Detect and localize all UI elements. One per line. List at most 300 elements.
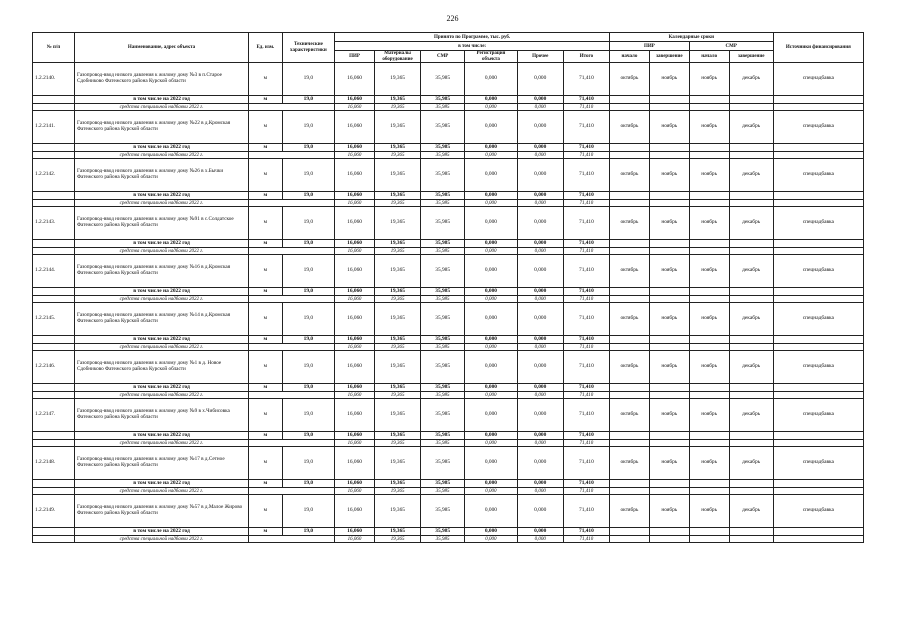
cell-pir: 16,060 xyxy=(335,432,375,440)
cell-unit: м xyxy=(249,240,283,248)
cell-empty xyxy=(33,384,75,392)
cell-empty xyxy=(249,536,335,543)
cell-empty xyxy=(610,480,650,488)
cell-smr-start: ноябрь xyxy=(689,111,729,144)
cell-empty xyxy=(649,192,689,200)
fund-label: средства специальной надбавки 2022 г. xyxy=(74,248,248,255)
subtotal-row xyxy=(33,528,864,536)
cell-empty xyxy=(689,528,729,536)
subtotal-label: в том числе на 2022 год xyxy=(74,480,248,488)
cell-pir-end: ноябрь xyxy=(649,63,689,96)
cell-smr: 35,985 xyxy=(421,200,465,207)
cell-materials: 19,365 xyxy=(374,144,420,152)
cell-smr: 35,985 xyxy=(421,528,465,536)
cell-smr: 35,985 xyxy=(421,432,465,440)
cell-pir-end: ноябрь xyxy=(649,255,689,288)
cell-pir: 16,060 xyxy=(335,96,375,104)
cell-empty xyxy=(729,392,773,399)
cell-smr-start: ноябрь xyxy=(689,399,729,432)
cell-name: Газопровод-ввод низкого давления к жилому дому №3 в п.Старое Сдобниково Фатежского района Курской области xyxy=(74,63,248,96)
cell-total: 71,410 xyxy=(563,111,609,144)
cell-empty xyxy=(689,288,729,296)
cell-empty xyxy=(610,248,650,255)
cell-total: 71,410 xyxy=(563,200,609,207)
cell-tech: 19,0 xyxy=(282,495,334,528)
cell-smr: 35,985 xyxy=(421,344,465,351)
cell-empty xyxy=(729,192,773,200)
cell-registration: 0,000 xyxy=(465,192,517,200)
cell-total: 71,410 xyxy=(563,240,609,248)
cell-empty xyxy=(773,392,863,399)
cell-unit: м xyxy=(249,288,283,296)
cell-smr-end: декабрь xyxy=(729,351,773,384)
cell-num: 1.2.2142. xyxy=(33,159,75,192)
fund-label: средства специальной надбавки 2022 г. xyxy=(74,440,248,447)
header-materials: Материалы оборудование xyxy=(374,51,420,63)
cell-empty xyxy=(689,384,729,392)
cell-empty xyxy=(33,440,75,447)
cell-other: 0,000 xyxy=(517,111,563,144)
cell-pir-start: октябрь xyxy=(610,63,650,96)
cell-empty xyxy=(33,152,75,159)
header-cal-smr: СМР xyxy=(689,42,773,51)
cell-pir: 16,060 xyxy=(335,351,375,384)
fund-row xyxy=(33,488,864,495)
cell-empty xyxy=(689,96,729,104)
cell-other: 0,000 xyxy=(517,192,563,200)
cell-materials: 19,365 xyxy=(374,528,420,536)
cell-empty xyxy=(729,96,773,104)
cell-smr: 35,985 xyxy=(421,440,465,447)
cell-total: 71,410 xyxy=(563,384,609,392)
cell-empty xyxy=(773,384,863,392)
cell-empty xyxy=(689,144,729,152)
table-row xyxy=(33,111,864,144)
cell-pir: 16,060 xyxy=(335,288,375,296)
cell-empty xyxy=(689,536,729,543)
cell-smr-start: ноябрь xyxy=(689,63,729,96)
cell-empty xyxy=(729,344,773,351)
cell-num: 1.2.2141. xyxy=(33,111,75,144)
cell-empty xyxy=(649,288,689,296)
cell-empty xyxy=(33,144,75,152)
cell-empty xyxy=(729,240,773,248)
cell-empty xyxy=(610,344,650,351)
table-row xyxy=(33,447,864,480)
cell-smr: 35,985 xyxy=(421,111,465,144)
cell-other: 0,000 xyxy=(517,96,563,104)
cell-total: 71,410 xyxy=(563,440,609,447)
cell-num: 1.2.2149. xyxy=(33,495,75,528)
cell-materials: 19,365 xyxy=(374,303,420,336)
cell-smr-end: декабрь xyxy=(729,447,773,480)
table-row xyxy=(33,399,864,432)
cell-empty xyxy=(249,200,335,207)
cell-pir: 16,060 xyxy=(335,207,375,240)
cell-pir: 16,060 xyxy=(335,528,375,536)
cell-empty xyxy=(729,480,773,488)
fund-label: средства специальной надбавки 2022 г. xyxy=(74,200,248,207)
cell-empty xyxy=(689,440,729,447)
header-num: № п/п xyxy=(33,33,75,63)
cell-pir-end: ноябрь xyxy=(649,207,689,240)
cell-pir: 16,060 xyxy=(335,255,375,288)
table-row xyxy=(33,495,864,528)
cell-empty xyxy=(689,200,729,207)
cell-smr-start: ноябрь xyxy=(689,255,729,288)
cell-total: 71,410 xyxy=(563,104,609,111)
cell-registration: 0,000 xyxy=(465,488,517,495)
cell-empty xyxy=(649,248,689,255)
cell-unit: м xyxy=(249,255,283,288)
cell-smr: 35,985 xyxy=(421,447,465,480)
cell-empty xyxy=(649,392,689,399)
cell-unit: м xyxy=(249,432,283,440)
cell-num: 1.2.2143. xyxy=(33,207,75,240)
subtotal-label: в том числе на 2022 год xyxy=(74,96,248,104)
fund-row xyxy=(33,152,864,159)
cell-empty xyxy=(773,336,863,344)
subtotal-label: в том числе на 2022 год xyxy=(74,528,248,536)
cell-registration: 0,000 xyxy=(465,255,517,288)
cell-unit: м xyxy=(249,480,283,488)
cell-source: спецнадбавка xyxy=(773,447,863,480)
cell-pir: 16,060 xyxy=(335,447,375,480)
cell-unit: м xyxy=(249,495,283,528)
cell-pir: 16,060 xyxy=(335,399,375,432)
cell-other: 0,000 xyxy=(517,399,563,432)
subtotal-row xyxy=(33,432,864,440)
header-unit: Ед. изм. xyxy=(249,33,283,63)
cell-pir: 16,060 xyxy=(335,159,375,192)
cell-pir: 16,060 xyxy=(335,480,375,488)
cell-other: 0,000 xyxy=(517,432,563,440)
cell-total: 71,410 xyxy=(563,351,609,384)
cell-empty xyxy=(729,104,773,111)
cell-registration: 0,000 xyxy=(465,152,517,159)
subtotal-row xyxy=(33,288,864,296)
cell-empty xyxy=(249,488,335,495)
cell-source: спецнадбавка xyxy=(773,399,863,432)
table-row xyxy=(33,303,864,336)
cell-registration: 0,000 xyxy=(465,104,517,111)
cell-empty xyxy=(773,344,863,351)
cell-pir: 16,060 xyxy=(335,192,375,200)
cell-name: Газопровод-ввод низкого давления к жилому дому №22 в д.Кромская Фатежского района Курской области xyxy=(74,111,248,144)
cell-registration: 0,000 xyxy=(465,392,517,399)
header-pir-start: начало xyxy=(610,51,650,63)
cell-empty xyxy=(729,200,773,207)
cell-pir: 16,060 xyxy=(335,536,375,543)
cell-pir: 16,060 xyxy=(335,344,375,351)
cell-empty xyxy=(33,96,75,104)
cell-smr-start: ноябрь xyxy=(689,351,729,384)
cell-source: спецнадбавка xyxy=(773,207,863,240)
cell-unit: м xyxy=(249,111,283,144)
header-total: Итого xyxy=(563,51,609,63)
cell-name: Газопровод-ввод низкого давления к жилому дому №1 в д. Новое Сдобниково Фатежского района Курской области xyxy=(74,351,248,384)
cell-empty xyxy=(773,296,863,303)
cell-smr: 35,985 xyxy=(421,152,465,159)
cell-materials: 19,365 xyxy=(374,440,420,447)
header-smr-end: завершение xyxy=(729,51,773,63)
cell-smr-end: декабрь xyxy=(729,255,773,288)
cell-total: 71,410 xyxy=(563,144,609,152)
cell-other: 0,000 xyxy=(517,384,563,392)
cell-empty xyxy=(773,288,863,296)
cell-empty xyxy=(773,104,863,111)
subtotal-row xyxy=(33,240,864,248)
cell-total: 71,410 xyxy=(563,336,609,344)
cell-materials: 19,365 xyxy=(374,392,420,399)
cell-empty xyxy=(729,248,773,255)
cell-tech: 19,0 xyxy=(282,192,334,200)
cell-empty xyxy=(649,144,689,152)
header-accepted: Принято по Программе, тыс. руб. xyxy=(335,33,610,42)
fund-label: средства специальной надбавки 2022 г. xyxy=(74,296,248,303)
cell-empty xyxy=(33,392,75,399)
cell-empty xyxy=(773,240,863,248)
cell-tech: 19,0 xyxy=(282,384,334,392)
cell-total: 71,410 xyxy=(563,344,609,351)
cell-total: 71,410 xyxy=(563,288,609,296)
cell-name: Газопровод-ввод низкого давления к жилому дому №91 в с.Солдатское Фатежского района Курской области xyxy=(74,207,248,240)
cell-empty xyxy=(33,200,75,207)
cell-source: спецнадбавка xyxy=(773,303,863,336)
cell-total: 71,410 xyxy=(563,399,609,432)
cell-empty xyxy=(773,488,863,495)
cell-registration: 0,000 xyxy=(465,288,517,296)
cell-registration: 0,000 xyxy=(465,200,517,207)
cell-empty xyxy=(649,104,689,111)
cell-empty xyxy=(649,384,689,392)
cell-pir: 16,060 xyxy=(335,104,375,111)
cell-empty xyxy=(33,288,75,296)
cell-other: 0,000 xyxy=(517,447,563,480)
cell-empty xyxy=(689,192,729,200)
cell-registration: 0,000 xyxy=(465,248,517,255)
cell-materials: 19,365 xyxy=(374,447,420,480)
header-smr: СМР xyxy=(421,51,465,63)
fund-label: средства специальной надбавки 2022 г. xyxy=(74,152,248,159)
cell-smr: 35,985 xyxy=(421,144,465,152)
header-sources: Источники финансирования xyxy=(773,33,863,63)
cell-unit: м xyxy=(249,528,283,536)
subtotal-row xyxy=(33,144,864,152)
cell-tech: 19,0 xyxy=(282,255,334,288)
cell-smr: 35,985 xyxy=(421,63,465,96)
cell-empty xyxy=(689,104,729,111)
cell-total: 71,410 xyxy=(563,296,609,303)
cell-empty xyxy=(33,488,75,495)
cell-pir-start: октябрь xyxy=(610,255,650,288)
cell-empty xyxy=(33,192,75,200)
cell-num: 1.2.2148. xyxy=(33,447,75,480)
cell-registration: 0,000 xyxy=(465,384,517,392)
cell-empty xyxy=(33,528,75,536)
cell-empty xyxy=(649,480,689,488)
cell-empty xyxy=(689,240,729,248)
cell-empty xyxy=(610,152,650,159)
cell-total: 71,410 xyxy=(563,255,609,288)
cell-materials: 19,365 xyxy=(374,111,420,144)
cell-materials: 19,365 xyxy=(374,384,420,392)
cell-other: 0,000 xyxy=(517,200,563,207)
cell-empty xyxy=(610,392,650,399)
subtotal-row xyxy=(33,384,864,392)
cell-total: 71,410 xyxy=(563,495,609,528)
cell-materials: 19,365 xyxy=(374,495,420,528)
cell-unit: м xyxy=(249,207,283,240)
header-incl: в том числе: xyxy=(335,42,610,51)
subtotal-row xyxy=(33,336,864,344)
cell-pir-end: ноябрь xyxy=(649,399,689,432)
cell-empty xyxy=(689,344,729,351)
cell-total: 71,410 xyxy=(563,63,609,96)
cell-empty xyxy=(610,432,650,440)
cell-smr: 35,985 xyxy=(421,288,465,296)
cell-other: 0,000 xyxy=(517,480,563,488)
fund-row xyxy=(33,248,864,255)
cell-registration: 0,000 xyxy=(465,111,517,144)
cell-other: 0,000 xyxy=(517,207,563,240)
cell-pir: 16,060 xyxy=(335,111,375,144)
cell-empty xyxy=(33,432,75,440)
cell-empty xyxy=(689,432,729,440)
cell-empty xyxy=(249,440,335,447)
cell-empty xyxy=(729,144,773,152)
cell-materials: 19,365 xyxy=(374,351,420,384)
table-row xyxy=(33,159,864,192)
cell-materials: 19,365 xyxy=(374,63,420,96)
cell-registration: 0,000 xyxy=(465,399,517,432)
cell-empty xyxy=(689,392,729,399)
cell-smr-end: декабрь xyxy=(729,399,773,432)
cell-name: Газопровод-ввод низкого давления к жилому дому №14 в д.Кромская Фатежского района Курской области xyxy=(74,303,248,336)
cell-tech: 19,0 xyxy=(282,159,334,192)
cell-pir-start: октябрь xyxy=(610,111,650,144)
cell-pir-end: ноябрь xyxy=(649,159,689,192)
cell-smr: 35,985 xyxy=(421,159,465,192)
header-smr-start: начало xyxy=(689,51,729,63)
cell-tech: 19,0 xyxy=(282,432,334,440)
cell-other: 0,000 xyxy=(517,104,563,111)
subtotal-label: в том числе на 2022 год xyxy=(74,144,248,152)
cell-smr-end: декабрь xyxy=(729,495,773,528)
cell-tech: 19,0 xyxy=(282,480,334,488)
cell-empty xyxy=(729,288,773,296)
cell-materials: 19,365 xyxy=(374,488,420,495)
cell-total: 71,410 xyxy=(563,303,609,336)
cell-smr: 35,985 xyxy=(421,104,465,111)
cell-registration: 0,000 xyxy=(465,303,517,336)
cell-unit: м xyxy=(249,351,283,384)
cell-num: 1.2.2140. xyxy=(33,63,75,96)
cell-empty xyxy=(610,240,650,248)
cell-total: 71,410 xyxy=(563,432,609,440)
cell-pir: 16,060 xyxy=(335,248,375,255)
cell-pir-end: ноябрь xyxy=(649,495,689,528)
header-pir-end: завершение xyxy=(649,51,689,63)
cell-empty xyxy=(33,240,75,248)
cell-empty xyxy=(249,344,335,351)
header-cal-pir: ПИР xyxy=(610,42,690,51)
cell-empty xyxy=(610,336,650,344)
cell-registration: 0,000 xyxy=(465,63,517,96)
fund-label: средства специальной надбавки 2022 г. xyxy=(74,488,248,495)
cell-empty xyxy=(729,152,773,159)
cell-empty xyxy=(249,248,335,255)
cell-pir: 16,060 xyxy=(335,63,375,96)
cell-pir: 16,060 xyxy=(335,336,375,344)
cell-empty xyxy=(773,440,863,447)
cell-total: 71,410 xyxy=(563,248,609,255)
cell-num: 1.2.2145. xyxy=(33,303,75,336)
cell-name: Газопровод-ввод низкого давления к жилому дому №9 в х.Чибисовка Фатежского района Курской области xyxy=(74,399,248,432)
cell-empty xyxy=(773,200,863,207)
cell-registration: 0,000 xyxy=(465,528,517,536)
cell-registration: 0,000 xyxy=(465,432,517,440)
cell-smr-start: ноябрь xyxy=(689,207,729,240)
cell-empty xyxy=(610,528,650,536)
cell-total: 71,410 xyxy=(563,528,609,536)
cell-total: 71,410 xyxy=(563,488,609,495)
cell-source: спецнадбавка xyxy=(773,495,863,528)
cell-empty xyxy=(610,144,650,152)
cell-empty xyxy=(729,296,773,303)
cell-pir-start: октябрь xyxy=(610,495,650,528)
cell-empty xyxy=(610,288,650,296)
cell-smr: 35,985 xyxy=(421,495,465,528)
cell-pir: 16,060 xyxy=(335,200,375,207)
cell-empty xyxy=(610,536,650,543)
cell-empty xyxy=(649,432,689,440)
cell-empty xyxy=(689,336,729,344)
cell-tech: 19,0 xyxy=(282,303,334,336)
cell-empty xyxy=(689,248,729,255)
cell-materials: 19,365 xyxy=(374,104,420,111)
cell-total: 71,410 xyxy=(563,480,609,488)
cell-empty xyxy=(33,336,75,344)
cell-registration: 0,000 xyxy=(465,344,517,351)
cell-smr: 35,985 xyxy=(421,248,465,255)
cell-smr-end: декабрь xyxy=(729,303,773,336)
cell-empty xyxy=(773,152,863,159)
cell-other: 0,000 xyxy=(517,488,563,495)
program-table xyxy=(32,32,864,543)
cell-pir: 16,060 xyxy=(335,152,375,159)
cell-materials: 19,365 xyxy=(374,536,420,543)
cell-pir-end: ноябрь xyxy=(649,447,689,480)
cell-smr-end: декабрь xyxy=(729,63,773,96)
cell-registration: 0,000 xyxy=(465,207,517,240)
cell-empty xyxy=(689,152,729,159)
cell-empty xyxy=(649,336,689,344)
cell-materials: 19,365 xyxy=(374,344,420,351)
cell-pir-start: октябрь xyxy=(610,399,650,432)
subtotal-row xyxy=(33,192,864,200)
cell-smr: 35,985 xyxy=(421,207,465,240)
cell-smr: 35,985 xyxy=(421,351,465,384)
cell-other: 0,000 xyxy=(517,248,563,255)
cell-empty xyxy=(249,152,335,159)
cell-pir-end: ноябрь xyxy=(649,351,689,384)
cell-smr-start: ноябрь xyxy=(689,447,729,480)
cell-name: Газопровод-ввод низкого давления к жилому дому №26 в х.Бычки Фатежского района Курской области xyxy=(74,159,248,192)
cell-smr: 35,985 xyxy=(421,96,465,104)
table-row xyxy=(33,255,864,288)
cell-total: 71,410 xyxy=(563,152,609,159)
